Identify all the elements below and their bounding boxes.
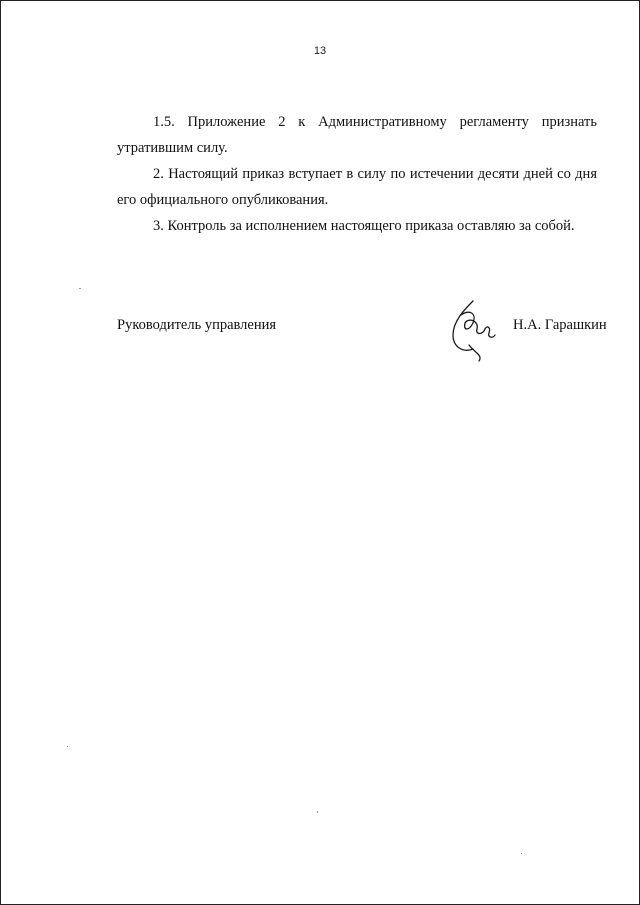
scan-speck [521, 853, 522, 854]
document-body [117, 109, 597, 239]
paragraph-1-5: 1.5. Приложение 2 к Административному регламенту признать утратившим силу. [117, 114, 597, 156]
scan-speck [79, 288, 81, 289]
signatory-name: Н.А. Гарашкин [513, 317, 607, 333]
page-number: 13 [313, 45, 327, 57]
signatory-title: Руководитель управления [117, 317, 277, 333]
paragraph-3: 3. Контроль за исполнением настоящего приказа оставляю за собой. [153, 218, 575, 234]
paragraph-2: 2. Настоящий приказ вступает в силу по истечении десяти дней со дня его официального опубликования. [117, 166, 597, 208]
scan-speck [67, 746, 68, 747]
scan-speck [317, 811, 318, 813]
handwritten-signature [439, 295, 499, 363]
